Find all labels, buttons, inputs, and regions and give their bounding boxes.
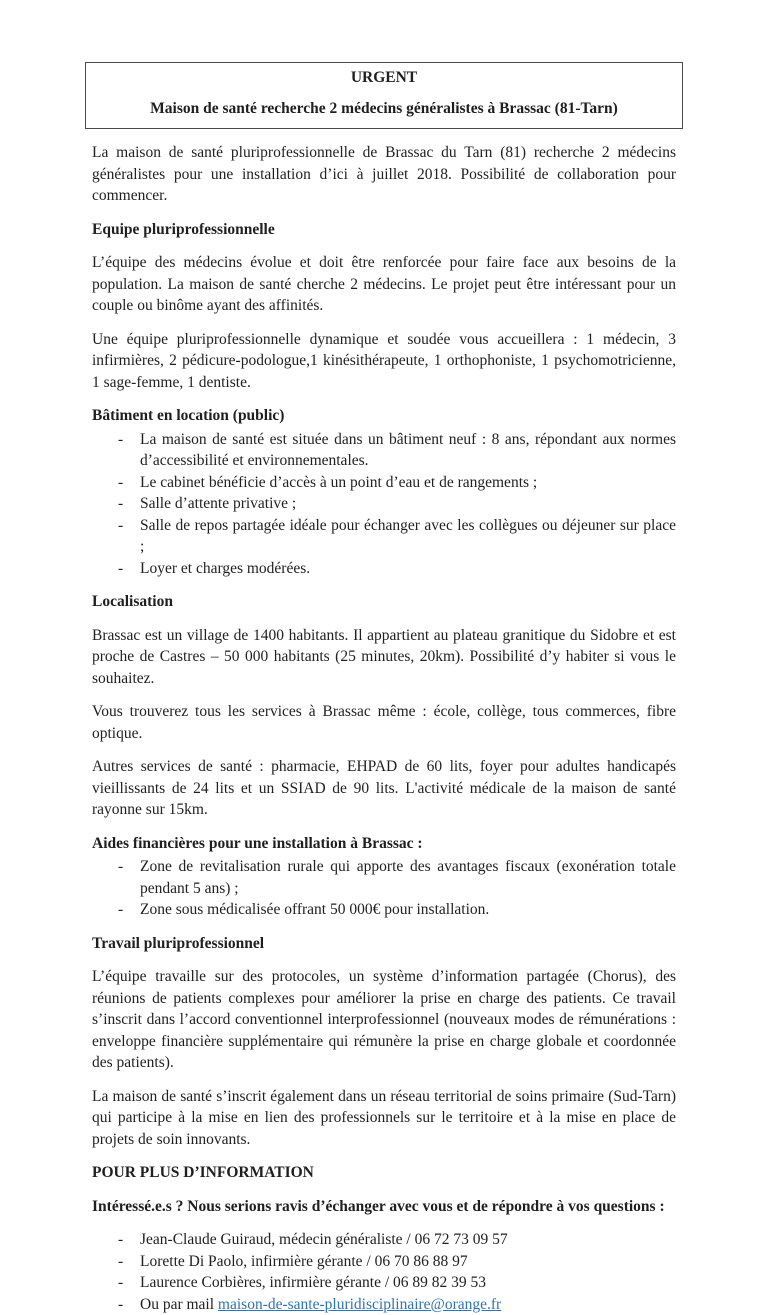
urgent-label: URGENT — [96, 67, 672, 89]
location-paragraph-2: Vous trouverez tous les services à Brassac même : école, collège, tous commerces, fibre optique. — [92, 701, 676, 744]
location-paragraph-1: Brassac est un village de 1400 habitants. Il appartient au plateau granitique du Sidobre et est proche de Castres – 50 000 habitants (25 minutes, 20km). Possibilité d’y habiter si vous le souhaitez. — [92, 625, 676, 690]
list-item — [92, 856, 676, 899]
list-item — [92, 429, 676, 472]
section-heading-info: POUR PLUS D’INFORMATION — [92, 1162, 676, 1184]
list-item-text: La maison de santé est située dans un bâtiment neuf : 8 ans, répondant aux normes d’accessibilité et environnementales. — [140, 429, 676, 472]
bullet-dash: - — [118, 429, 140, 472]
building-list — [92, 429, 676, 580]
bullet-dash: - — [118, 493, 140, 515]
contacts-list — [92, 1229, 676, 1315]
contact-item-email — [92, 1294, 676, 1315]
email-prefix-text: Ou par mail — [140, 1296, 218, 1313]
section-heading-aid: Aides financières pour une installation à Brassac : — [92, 833, 676, 855]
bullet-dash: - — [118, 1272, 140, 1294]
section-heading-team: Equipe pluriprofessionnelle — [92, 219, 676, 241]
team-paragraph-2: Une équipe pluriprofessionnelle dynamique et soudée vous accueillera : 1 médecin, 3 infirmières, 2 pédicure-podologue,1 kinésithérapeute, 1 orthophoniste, 1 psychomotricienne, 1 sage-femme, 1 dentiste. — [92, 329, 676, 394]
list-item-text: Salle d’attente privative ; — [140, 493, 676, 515]
list-item-text: Le cabinet bénéficie d’accès à un point d’eau et de rangements ; — [140, 472, 676, 494]
contact-text: Jean-Claude Guiraud, médecin généraliste / 06 72 73 09 57 — [140, 1229, 676, 1251]
list-item — [92, 515, 676, 558]
intro-paragraph: La maison de santé pluriprofessionnelle de Brassac du Tarn (81) recherche 2 médecins généralistes pour une installation d’ici à juillet 2018. Possibilité de collaboration pour commencer. — [92, 142, 676, 207]
section-heading-work: Travail pluriprofessionnel — [92, 933, 676, 955]
info-subheading: Intéressé.e.s ? Nous serions ravis d’échanger avec vous et de répondre à vos questions : — [92, 1196, 676, 1218]
email-link[interactable]: maison-de-sante-pluridisciplinaire@orange.fr — [218, 1296, 501, 1313]
list-item-text: Zone de revitalisation rurale qui apporte des avantages fiscaux (exonération totale pendant 5 ans) ; — [140, 856, 676, 899]
contact-text: Lorette Di Paolo, infirmière gérante / 06 70 86 88 97 — [140, 1251, 676, 1273]
work-paragraph-1: L’équipe travaille sur des protocoles, un système d’information partagée (Chorus), des réunions de patients complexes pour améliorer la prise en charge des patients. Ce travail s’inscrit dans l’accord conventionnel interprofessionnel (nouveaux modes de rémunérations : enveloppe financière supplémentaire qui rémunère la prise en charge globale et coordonnée des patients). — [92, 966, 676, 1074]
header-box — [85, 62, 683, 129]
list-item-text: Zone sous médicalisée offrant 50 000€ pour installation. — [140, 899, 676, 921]
contact-item — [92, 1229, 676, 1251]
list-item — [92, 558, 676, 580]
document-title: Maison de santé recherche 2 médecins généralistes à Brassac (81-Tarn) — [96, 98, 672, 120]
bullet-dash: - — [118, 899, 140, 921]
location-paragraph-3: Autres services de santé : pharmacie, EHPAD de 60 lits, foyer pour adultes handicapés vieillissants de 24 lits et un SSIAD de 90 lits. L'activité médicale de la maison de santé rayonne sur 15km. — [92, 756, 676, 821]
bullet-dash: - — [118, 515, 140, 558]
work-paragraph-2: La maison de santé s’inscrit également dans un réseau territorial de soins primaire (Sud-Tarn) qui participe à la mise en lien des professionnels sur le territoire et à la mise en place de projets de soin innovants. — [92, 1086, 676, 1151]
bullet-dash: - — [118, 1229, 140, 1251]
list-item-text: Salle de repos partagée idéale pour échanger avec les collègues ou déjeuner sur place ; — [140, 515, 676, 558]
contact-email-line — [140, 1294, 676, 1315]
contact-item — [92, 1272, 676, 1294]
list-item — [92, 493, 676, 515]
bullet-dash: - — [118, 1294, 140, 1315]
bullet-dash: - — [118, 1251, 140, 1273]
bullet-dash: - — [118, 856, 140, 899]
list-item-text: Loyer et charges modérées. — [140, 558, 676, 580]
list-item — [92, 899, 676, 921]
team-paragraph-1: L’équipe des médecins évolue et doit être renforcée pour faire face aux besoins de la population. La maison de santé cherche 2 médecins. Le projet peut être intéressant pour un couple ou binôme ayant des affinités. — [92, 252, 676, 317]
section-heading-location: Localisation — [92, 591, 676, 613]
bullet-dash: - — [118, 558, 140, 580]
section-heading-building: Bâtiment en location (public) — [92, 405, 676, 427]
contact-item — [92, 1251, 676, 1273]
list-item — [92, 472, 676, 494]
bullet-dash: - — [118, 472, 140, 494]
contact-text: Laurence Corbières, infirmière gérante / 06 89 82 39 53 — [140, 1272, 676, 1294]
aid-list — [92, 856, 676, 921]
